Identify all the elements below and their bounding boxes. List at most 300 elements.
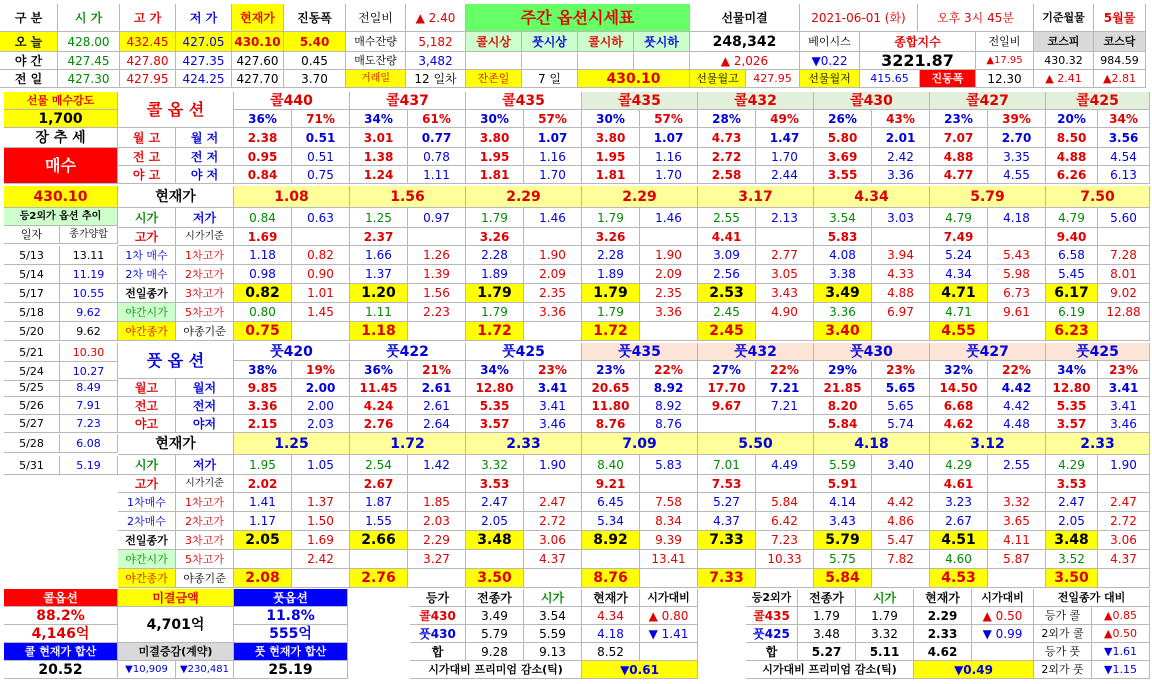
put-vals-cell: 1.95 <box>234 455 292 475</box>
call-vals-cell: 1.70 <box>640 166 698 184</box>
put-vals-cell: 5.35 <box>1046 397 1098 415</box>
bottom-cell: 4.34 <box>582 607 640 625</box>
call-hdr-cell: 전일종가 <box>118 284 176 303</box>
bottom-cell: 9.28 <box>466 643 524 661</box>
put-vals-cell <box>234 550 292 569</box>
header-cell: 3.70 <box>284 70 346 88</box>
put-vals-cell: 11.80 <box>582 397 640 415</box>
put-vals-cell: 8.76 <box>640 415 698 433</box>
bottom-cell: 3.54 <box>524 607 582 625</box>
header-cell: 5월물 <box>1094 4 1146 32</box>
header-cell: 시 가 <box>58 4 120 32</box>
put-vals-cell: 22% <box>640 361 698 379</box>
call-vals-cell: 3.56 <box>1098 128 1150 148</box>
call-vals-cell <box>408 228 466 246</box>
call-vals-cell: 0.51 <box>292 148 350 166</box>
call-vals-cell: 2.70 <box>988 128 1046 148</box>
bottom-cell: 11.8% <box>234 607 348 625</box>
call-vals-cell: 2.45 <box>698 322 756 341</box>
header-cell: ▲ 2.40 <box>406 4 466 32</box>
header-cell: 잔존일 <box>466 70 522 88</box>
call-vals-cell: 4.73 <box>698 128 756 148</box>
call-vals-cell: 23% <box>930 110 988 128</box>
put-vals-cell: 12.80 <box>1046 379 1098 397</box>
put-vals-cell: 4.37 <box>698 512 756 531</box>
put-vals-cell: 2.72 <box>524 512 582 531</box>
call-vals-cell <box>1098 322 1150 341</box>
bottom-cell: 합 <box>410 643 466 661</box>
call-vals-cell: 0.97 <box>408 208 466 228</box>
call-vals-cell: 4.18 <box>988 208 1046 228</box>
call-hdr-cell: 야종기준 <box>176 322 234 341</box>
call-vals-cell: 2.56 <box>698 265 756 284</box>
put-vals-cell: 3.41 <box>524 397 582 415</box>
put-vals-cell: 5.83 <box>640 455 698 475</box>
call-vals-cell: 1.56 <box>408 284 466 303</box>
bottom-cell: 전종가 <box>466 589 524 607</box>
header-cell: 427.95 <box>120 70 176 88</box>
header-cell: 430.10 <box>578 70 690 88</box>
bottom-cell: 2.29 <box>914 607 972 625</box>
put-vals-cell: 2.08 <box>234 569 292 588</box>
call-vals-cell: 5.43 <box>988 246 1046 265</box>
left-panel-cell: 10.55 <box>60 284 118 303</box>
call-vals-cell <box>756 322 814 341</box>
bottom-cell: 555억 <box>234 625 348 643</box>
put-vals-cell: 4.14 <box>814 493 872 512</box>
put-vals-cell: 4.61 <box>930 475 988 493</box>
call-vals-cell: 4.88 <box>1046 148 1098 166</box>
put-vals-cell: 3.41 <box>1098 397 1150 415</box>
call-vals-cell: 3.17 <box>698 186 814 208</box>
call-vals-cell: 2.23 <box>408 303 466 322</box>
call-vals-cell: 34% <box>350 110 408 128</box>
bottom-cell: 콜 현재가 합산 <box>4 643 118 661</box>
left-panel-cell: 9.62 <box>60 303 118 322</box>
call-vals-cell: 0.78 <box>408 148 466 166</box>
call-vals-cell: 5.60 <box>1098 208 1150 228</box>
call-vals-cell: 57% <box>524 110 582 128</box>
header-cell: 매수잔량 <box>346 32 406 52</box>
put-vals-cell: 3.40 <box>872 455 930 475</box>
left-panel-cell: 5/24 <box>4 362 60 381</box>
call-vals-cell: 4.71 <box>930 303 988 322</box>
call-vals-cell: 2.09 <box>524 265 582 284</box>
call-vals-cell: 1.16 <box>640 148 698 166</box>
call-vals-cell: 1.20 <box>350 284 408 303</box>
put-vals-cell: 3.23 <box>930 493 988 512</box>
put-vals-cell: 4.53 <box>930 569 988 588</box>
call-vals-cell: 12.88 <box>1098 303 1150 322</box>
call-vals-cell <box>756 228 814 246</box>
put-vals-cell: 3.06 <box>1098 531 1150 550</box>
call-vals-cell: 1.08 <box>234 186 350 208</box>
put-vals-cell: 5.79 <box>814 531 872 550</box>
put-vals-cell: 7.33 <box>698 569 756 588</box>
header-cell: 12 일차 <box>406 70 466 88</box>
put-hdr-cell: 야저 <box>176 415 234 433</box>
call-vals-cell: 2.38 <box>234 128 292 148</box>
put-vals-cell: 1.17 <box>234 512 292 531</box>
put-vals-cell: 5.50 <box>698 433 814 455</box>
put-vals-cell: 2.00 <box>292 379 350 397</box>
put-vals-cell: 6.68 <box>930 397 988 415</box>
put-vals-cell: 2.72 <box>1098 512 1150 531</box>
put-vals-cell <box>524 569 582 588</box>
left-panel-cell: 7.23 <box>60 414 118 433</box>
put-vals-cell: 4.51 <box>930 531 988 550</box>
put-vals-cell: 23% <box>872 361 930 379</box>
put-vals-cell: 7.53 <box>698 475 756 493</box>
header-cell: ▲ 2,026 <box>690 52 800 70</box>
header-cell: 선물월저 <box>800 70 860 88</box>
put-vals-cell: 8.34 <box>640 512 698 531</box>
call-hdr-cell: 야간시가 <box>118 303 176 322</box>
put-vals-cell: 5.91 <box>814 475 872 493</box>
call-vals-cell <box>872 228 930 246</box>
bottom-cell: ▼10,909 <box>118 661 176 679</box>
put-vals-cell: 2.33 <box>1046 433 1150 455</box>
header-cell: 7 일 <box>522 70 578 88</box>
put-vals-cell: 8.40 <box>582 455 640 475</box>
bottom-cell: ▼ 0.99 <box>972 625 1034 643</box>
bottom-cell: 2외가 풋 <box>1034 661 1092 679</box>
call-hdr-cell: 야간종가 <box>118 322 176 341</box>
left-panel-cell: 5/18 <box>4 303 60 322</box>
call-hdr-cell: 월 저 <box>176 128 234 148</box>
bottom-cell: ▼1.15 <box>1092 661 1150 679</box>
call-vals-cell: 2.28 <box>466 246 524 265</box>
put-hdr-cell: 월저 <box>176 379 234 397</box>
call-vals-cell: 2.72 <box>698 148 756 166</box>
header-cell: 415.65 <box>860 70 920 88</box>
put-vals-cell: 7.23 <box>756 531 814 550</box>
call-vals-cell: 4.55 <box>930 322 988 341</box>
bottom-cell: ▼ 1.41 <box>640 625 698 643</box>
put-vals-cell: 9.85 <box>234 379 292 397</box>
left-panel-cell: 5/21 <box>4 343 60 362</box>
bottom-cell: 5.11 <box>856 643 914 661</box>
call-vals-cell: 0.77 <box>408 128 466 148</box>
put-vals-cell: 8.92 <box>582 531 640 550</box>
put-vals-cell: 8.76 <box>582 569 640 588</box>
call-vals-cell: 4.88 <box>930 148 988 166</box>
put-top-cell: 풋430 <box>814 343 930 361</box>
call-vals-cell: 1.79 <box>582 284 640 303</box>
put-vals-cell: 3.53 <box>1046 475 1098 493</box>
put-vals-cell: 34% <box>466 361 524 379</box>
call-hdr-cell: 2차고가 <box>176 265 234 284</box>
put-vals-cell: 1.05 <box>292 455 350 475</box>
put-vals-cell: 7.82 <box>872 550 930 569</box>
put-vals-cell: 23% <box>1098 361 1150 379</box>
call-vals-cell: 1.72 <box>582 322 640 341</box>
header-cell <box>578 52 634 70</box>
call-vals-cell: 3.55 <box>814 166 872 184</box>
header-cell <box>466 52 522 70</box>
put-hdr-cell: 야간종가 <box>118 569 176 588</box>
call-vals-cell: 9.61 <box>988 303 1046 322</box>
put-vals-cell: 4.18 <box>814 433 930 455</box>
put-vals-cell: 3.43 <box>814 512 872 531</box>
put-vals-cell: 3.46 <box>524 415 582 433</box>
put-vals-cell: 2.67 <box>930 512 988 531</box>
put-vals-cell: 4.11 <box>988 531 1046 550</box>
left-panel-cell: 5/26 <box>4 396 60 415</box>
bottom-cell: 5.27 <box>798 643 856 661</box>
put-vals-cell: 2.55 <box>988 455 1046 475</box>
put-vals-cell: 22% <box>988 361 1046 379</box>
header-cell: 424.25 <box>176 70 232 88</box>
header-cell: 풋시상 <box>522 32 578 52</box>
put-vals-cell <box>408 475 466 493</box>
call-vals-cell: 3.40 <box>814 322 872 341</box>
call-vals-cell: 26% <box>814 110 872 128</box>
call-vals-cell: 3.38 <box>814 265 872 284</box>
call-hdr-cell: 전 저 <box>176 148 234 166</box>
header-cell: 전일비 <box>346 4 406 32</box>
bottom-cell: 1.79 <box>798 607 856 625</box>
bottom-cell: 8.52 <box>582 643 640 661</box>
call-vals-cell: 0.82 <box>234 284 292 303</box>
call-vals-cell: 4.71 <box>930 284 988 303</box>
put-vals-cell: 2.05 <box>1046 512 1098 531</box>
put-vals-cell <box>1098 475 1150 493</box>
call-vals-cell <box>988 322 1046 341</box>
put-vals-cell: 7.21 <box>756 379 814 397</box>
put-vals-cell: 2.76 <box>350 415 408 433</box>
put-vals-cell: 2.00 <box>292 397 350 415</box>
put-vals-cell: 5.87 <box>988 550 1046 569</box>
call-vals-cell: 0.63 <box>292 208 350 228</box>
bottom-cell: 4.18 <box>582 625 640 643</box>
put-top-cell: 풋435 <box>582 343 698 361</box>
call-vals-cell: 30% <box>582 110 640 128</box>
bottom-cell: 시가대비 <box>640 589 698 607</box>
call-vals-cell: 3.36 <box>872 166 930 184</box>
call-top-cell: 콜435 <box>582 92 698 110</box>
bottom-cell: 풋425 <box>746 625 798 643</box>
put-vals-cell: 3.36 <box>234 397 292 415</box>
header-cell: 5,182 <box>406 32 466 52</box>
bottom-cell: 현재가 <box>914 589 972 607</box>
call-hdr-cell: 3차고가 <box>176 284 234 303</box>
call-vals-cell: 3.49 <box>814 284 872 303</box>
left-panel-cell: 5/28 <box>4 434 60 453</box>
call-vals-cell: 5.45 <box>1046 265 1098 284</box>
call-vals-cell: 1.72 <box>466 322 524 341</box>
left-panel-cell: 종가양합 <box>60 226 118 244</box>
put-vals-cell: 2.03 <box>408 512 466 531</box>
bottom-cell: 시가대비 <box>972 589 1034 607</box>
header-cell: 풋시하 <box>634 32 690 52</box>
call-top-cell: 콜435 <box>466 92 582 110</box>
call-top-cell: 콜437 <box>350 92 466 110</box>
put-vals-cell: 1.50 <box>292 512 350 531</box>
header-cell: 야 간 <box>0 52 58 70</box>
bottom-cell: ▼230,481 <box>176 661 234 679</box>
call-hdr-cell: 콜 옵 션 <box>118 92 234 128</box>
call-vals-cell: 3.80 <box>582 128 640 148</box>
header-cell <box>522 52 578 70</box>
put-vals-cell <box>582 550 640 569</box>
call-top-cell: 콜440 <box>234 92 350 110</box>
bottom-cell: 3.32 <box>856 625 914 643</box>
put-vals-cell: 3.48 <box>466 531 524 550</box>
header-cell: ▲2.81 <box>1094 70 1146 88</box>
left-panel-cell: 10.27 <box>60 362 118 381</box>
call-vals-cell: 6.19 <box>1046 303 1098 322</box>
left-panel-cell: 13.11 <box>60 246 118 265</box>
put-vals-cell: 3.50 <box>466 569 524 588</box>
put-vals-cell: 3.57 <box>466 415 524 433</box>
call-vals-cell <box>872 322 930 341</box>
put-vals-cell: 22% <box>756 361 814 379</box>
put-vals-cell: 17.70 <box>698 379 756 397</box>
call-hdr-cell: 5차고가 <box>176 303 234 322</box>
put-vals-cell: 5.74 <box>872 415 930 433</box>
call-vals-cell: 5.98 <box>988 265 1046 284</box>
call-vals-cell <box>640 228 698 246</box>
left-panel-cell: 9.62 <box>60 322 118 341</box>
left-panel-cell: 5/25 <box>4 378 60 397</box>
put-vals-cell: 3.46 <box>1098 415 1150 433</box>
call-vals-cell: 2.44 <box>756 166 814 184</box>
bottom-cell: 4.62 <box>914 643 972 661</box>
put-vals-cell: 5.65 <box>872 379 930 397</box>
header-cell: 전일비 <box>976 32 1034 52</box>
call-vals-cell: 4.34 <box>930 265 988 284</box>
put-vals-cell: 23% <box>582 361 640 379</box>
bottom-cell: 20.52 <box>4 661 118 679</box>
bottom-cell: 시가대비 프리미엄 감소(틱) <box>746 661 914 679</box>
left-panel-cell: 5/20 <box>4 322 60 341</box>
call-vals-cell: 6.13 <box>1098 166 1150 184</box>
call-vals-cell: 5.24 <box>930 246 988 265</box>
call-vals-cell: 0.80 <box>234 303 292 322</box>
call-vals-cell: 1.39 <box>408 265 466 284</box>
call-vals-cell: 6.73 <box>988 284 1046 303</box>
bottom-cell: 콜435 <box>746 607 798 625</box>
call-hdr-cell: 월 고 <box>118 128 176 148</box>
bottom-cell: 현재가 <box>582 589 640 607</box>
put-vals-cell: 2.47 <box>524 493 582 512</box>
put-vals-cell: 1.87 <box>350 493 408 512</box>
bottom-cell: 9.13 <box>524 643 582 661</box>
call-vals-cell: 39% <box>988 110 1046 128</box>
call-vals-cell: 6.58 <box>1046 246 1098 265</box>
header-cell: 저 가 <box>176 4 232 32</box>
left-panel-cell: 5.19 <box>60 456 118 475</box>
call-vals-cell: 4.90 <box>756 303 814 322</box>
header-cell: 현재가 <box>232 4 284 32</box>
call-vals-cell: 1.79 <box>582 208 640 228</box>
put-vals-cell <box>640 475 698 493</box>
call-vals-cell: 2.29 <box>582 186 698 208</box>
call-vals-cell: 1.38 <box>350 148 408 166</box>
header-cell: 428.00 <box>58 32 120 52</box>
call-vals-cell: 30% <box>466 110 524 128</box>
bottom-cell: ▲ 0.80 <box>640 607 698 625</box>
put-vals-cell: 6.45 <box>582 493 640 512</box>
header-cell <box>634 52 690 70</box>
call-vals-cell: 5.80 <box>814 128 872 148</box>
put-vals-cell: 2.05 <box>466 512 524 531</box>
put-vals-cell: 5.84 <box>814 415 872 433</box>
call-vals-cell: 1.81 <box>466 166 524 184</box>
put-vals-cell: 9.67 <box>698 397 756 415</box>
call-vals-cell: 8.50 <box>1046 128 1098 148</box>
put-vals-cell: 3.41 <box>1098 379 1150 397</box>
call-hdr-cell: 야 저 <box>176 166 234 184</box>
header-cell: 거래일 <box>346 70 406 88</box>
call-vals-cell: 1.79 <box>582 303 640 322</box>
put-vals-cell: 2.47 <box>466 493 524 512</box>
call-vals-cell: 0.82 <box>292 246 350 265</box>
left-panel-cell: 선물 매수강도 <box>4 92 118 110</box>
bottom-cell: 등가 풋 <box>1034 643 1092 661</box>
call-vals-cell: 43% <box>872 110 930 128</box>
put-vals-cell <box>524 475 582 493</box>
call-vals-cell: 1.79 <box>466 303 524 322</box>
header-cell: 427.95 <box>746 70 800 88</box>
put-vals-cell: 3.32 <box>466 455 524 475</box>
bottom-cell: 미결증감(계약) <box>118 643 234 661</box>
left-panel-cell: 매수 <box>4 148 118 184</box>
put-hdr-cell: 전일종가 <box>118 531 176 550</box>
bottom-cell: 풋430 <box>410 625 466 643</box>
put-hdr-cell: 3차고가 <box>176 531 234 550</box>
call-vals-cell: 5.83 <box>814 228 872 246</box>
call-top-cell: 콜427 <box>930 92 1046 110</box>
call-hdr-cell: 전 고 <box>118 148 176 166</box>
put-vals-cell: 2.47 <box>1098 493 1150 512</box>
left-panel-cell: 7.91 <box>60 396 118 415</box>
header-cell: 선물미결 <box>690 4 800 32</box>
call-vals-cell: 28% <box>698 110 756 128</box>
call-vals-cell: 6.26 <box>1046 166 1098 184</box>
call-vals-cell: 2.13 <box>756 208 814 228</box>
put-vals-cell: 2.05 <box>234 531 292 550</box>
put-hdr-cell: 2차매수 <box>118 512 176 531</box>
bottom-cell: 전종가 <box>798 589 856 607</box>
call-vals-cell: 4.33 <box>872 265 930 284</box>
call-vals-cell: 20% <box>1046 110 1098 128</box>
call-vals-cell: 2.42 <box>872 148 930 166</box>
put-vals-cell: 21.85 <box>814 379 872 397</box>
header-cell: 5.40 <box>284 32 346 52</box>
call-vals-cell: 0.90 <box>292 265 350 284</box>
call-vals-cell: 2.09 <box>640 265 698 284</box>
call-vals-cell: 3.54 <box>814 208 872 228</box>
call-vals-cell: 1.25 <box>350 208 408 228</box>
call-vals-cell: 1.89 <box>466 265 524 284</box>
left-panel-cell: 등2외가 옵션 추이 <box>4 208 118 226</box>
call-top-cell: 콜432 <box>698 92 814 110</box>
header-cell: 12.30 <box>976 70 1034 88</box>
put-top-cell: 풋427 <box>930 343 1046 361</box>
put-vals-cell: 2.03 <box>292 415 350 433</box>
put-vals-cell: 8.92 <box>640 397 698 415</box>
put-hdr-cell: 전고 <box>118 397 176 415</box>
header-cell: ▲17.95 <box>976 52 1034 70</box>
put-vals-cell: 12.80 <box>466 379 524 397</box>
call-vals-cell: 1.24 <box>350 166 408 184</box>
put-vals-cell: 13.41 <box>640 550 698 569</box>
call-vals-cell: 2.53 <box>698 284 756 303</box>
put-hdr-cell: 월고 <box>118 379 176 397</box>
call-top-cell: 콜430 <box>814 92 930 110</box>
